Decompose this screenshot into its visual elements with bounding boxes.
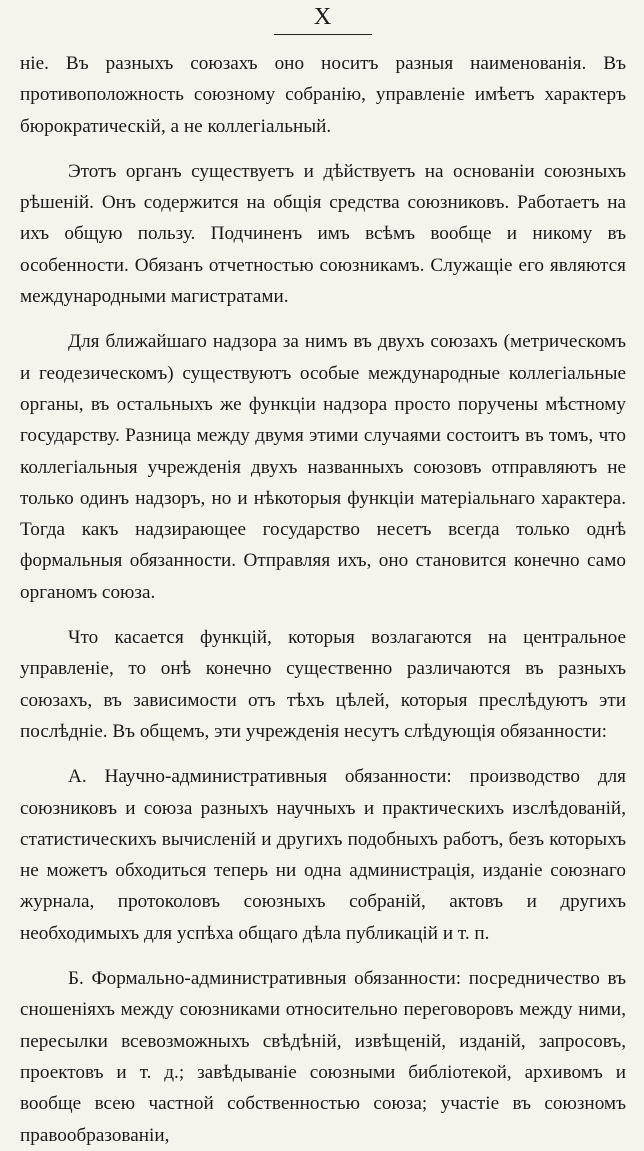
header-rule [274,34,372,35]
page-header [20,0,626,48]
paragraph: Б. Формально-административныя обязанности: посредничество въ сношеніяхъ между союзниками относительно переговоровъ между ними, пересылки всевозможныхъ свѣдѣній, извѣщеній, изданій, запросовъ, проектовъ и т. д.; завѣдываніе союзными библіотекой, архивомъ и вообще всею частной собственностью союза; участіе въ союзномъ правообразованіи, [20,968,626,1146]
paragraph: Для ближайшаго надзора за нимъ въ двухъ союзахъ (метрическомъ и геодезическомъ) существуютъ особые международные коллегіальные органы, въ остальныхъ же функціи надзора просто поручены мѣстному государству. Разница между двумя этими случаями состоитъ въ томъ, что коллегіальныя учрежденія двухъ названныхъ союзовъ отправляютъ не только одинъ надзоръ, но и нѣкоторыя функціи матеріальнаго характера. Тогда какъ надзирающее государство несетъ всегда только однѣ формальныя обязанности. Отправляя ихъ, оно становится конечно само органомъ союза. [20,331,626,603]
paragraph: Этотъ органъ существуетъ и дѣйствуетъ на основаніи союзныхъ рѣшеній. Онъ содержится на общія средства союзниковъ. Работаетъ на ихъ общую пользу. Подчиненъ имъ всѣмъ вообще и никому въ особенности. Обязанъ отчетностью союзникамъ. Служащіе его являются международными магистратами. [20,160,626,308]
paragraph: А. Научно-административныя обязанности: производство для союзниковъ и союза разныхъ научныхъ и практическихъ изслѣдованій, статистическихъ вычисленій и другихъ подобныхъ работъ, безъ которыхъ не можетъ обходиться теперь ни одна администрація, изданіе союзнаго журнала, протоколовъ союзныхъ собраній, актовъ и другихъ необходимыхъ для успѣха общаго дѣла публикацій и т. п. [20,766,626,944]
paragraph: Что касается функцій, которыя возлагаются на центральное управленіе, то онѣ конечно существенно различаются въ разныхъ союзахъ, въ зависимости отъ тѣхъ цѣлей, которыя преслѣдуютъ эти послѣдніе. Въ общемъ, эти учрежденія несутъ слѣдующія обязанности: [20,627,626,742]
page-number: X [313,4,333,30]
paragraph: ніе. Въ разныхъ союзахъ оно носитъ разныя наименованія. Въ противоположность союзному собранію, управленіе имѣетъ характеръ бюрократическій, а не коллегіальный. [20,53,626,137]
